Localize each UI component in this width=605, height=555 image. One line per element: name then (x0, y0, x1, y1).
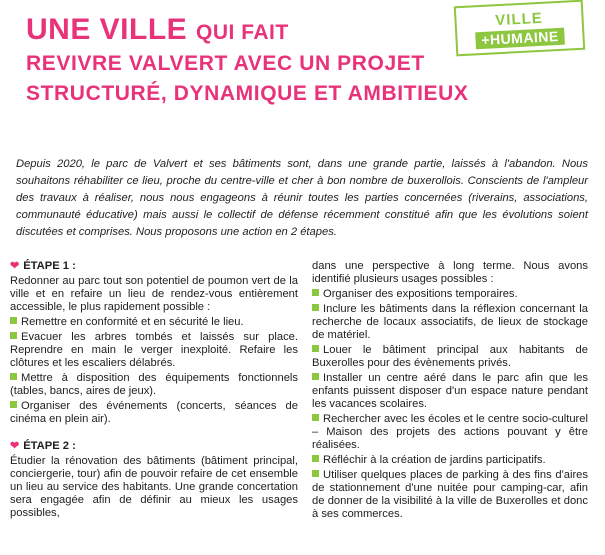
list-item (312, 288, 588, 301)
list-item (312, 413, 588, 452)
right-column (312, 260, 588, 523)
list-item (10, 372, 298, 398)
list-item-text: Rechercher avec les écoles et le centre socio-culturel – Maison des projets des actions pouvant y être réalisées. (312, 413, 588, 451)
list-item-text: Utiliser quelques places de parking à des fins d'aires de stationnement d'une nuitée pour camping-car, afin de donner de la visibilité à la ville de Buxerolles et donc à ses commerces. (312, 469, 588, 520)
bullet-square-icon (312, 304, 319, 311)
list-item (10, 316, 298, 329)
bullet-square-icon (10, 317, 17, 324)
bullet-square-icon (10, 373, 17, 380)
etape-2-text: Étudier la rénovation des bâtiments (bâtiment principal, conciergerie, tour) afin de pouvoir refaire de cet ensemble un lieu au service des habitants. Une grande concertation sera engagée afin de définir au mieux les usages possibles, (10, 455, 298, 519)
intro-paragraph: Depuis 2020, le parc de Valvert et ses bâtiments sont, dans une grande partie, laissés à l'abandon. Nous souhaitons réhabiliter ce lieu, proche du centre-ville et cher à bon nombre de buxerollois. Conscients de l'ampleur des travaux à réaliser, nous nous engageons à réunir toutes les parties concernées (riverains, associations, communauté éducative) mais aussi le collectif de défense récemment constitué afin que les évolutions soient discutées et comprises. Nous proposons une action en 2 étapes. (16, 158, 588, 238)
list-item-text: Inclure les bâtiments dans la réflexion concernant la recherche de locaux associatifs, de lieux de stockage de matériel. (312, 303, 588, 341)
list-item (312, 469, 588, 521)
list-item (312, 344, 588, 370)
etape-2-heading (10, 440, 298, 453)
list-item-text: Réfléchir à la création de jardins participatifs. (323, 454, 546, 466)
bullet-square-icon (312, 455, 319, 462)
bullet-square-icon (312, 470, 319, 477)
badge-line-2: +HUMAINE (475, 28, 565, 50)
badge-line-1: VILLE (494, 9, 544, 30)
list-item-text: Louer le bâtiment principal aux habitants de Buxerolles pour des évènements privés. (312, 344, 588, 369)
bullet-square-icon (10, 401, 17, 408)
list-item-text: Installer un centre aéré dans le parc afin que les enfants puissent disposer d'un espace nature pendant les vacances scolaires. (312, 372, 588, 410)
list-item (10, 331, 298, 370)
list-item (312, 303, 588, 342)
heart-icon: ❤ (10, 260, 20, 272)
list-item (10, 400, 298, 426)
list-item-text: Organiser des expositions temporaires. (323, 288, 518, 300)
etape-1-heading-text: ÉTAPE 1 : (23, 260, 76, 272)
heart-icon: ❤ (10, 440, 20, 452)
list-item-text: Evacuer les arbres tombés et laissés sur place. Reprendre en main le verger inexploité. Refaire les clôtures et les escaliers délabrés. (10, 331, 298, 369)
bullet-square-icon (312, 289, 319, 296)
bullet-square-icon (312, 373, 319, 380)
etape-1-heading (10, 260, 298, 273)
bullet-square-icon (10, 332, 17, 339)
right-column-text: dans une perspective à long terme. Nous avons identifié plusieurs usages possibles : (312, 260, 588, 285)
ville-humaine-badge (454, 0, 585, 56)
title-line-2: REVIVRE VALVERT AVEC UN PROJET (26, 52, 425, 75)
list-item (312, 454, 588, 467)
list-item-text: Remettre en conformité et en sécurité le lieu. (21, 316, 244, 328)
list-item (312, 372, 588, 411)
etape-1-text: Redonner au parc tout son potentiel de poumon vert de la ville et en refaire un lieu de rendez-vous entièrement accessible, le plus rapidement possible : (10, 275, 298, 313)
list-item-text: Organiser des événements (concerts, séances de cinéma en plein air). (10, 400, 298, 425)
bullet-square-icon (312, 414, 319, 421)
title-line-1-small: QUI FAIT (196, 21, 289, 44)
left-column (10, 260, 298, 520)
list-item-text: Mettre à disposition des équipements fonctionnels (tables, bancs, aires de jeux). (10, 372, 298, 397)
title-line-3: STRUCTURÉ, DYNAMIQUE ET AMBITIEUX (26, 82, 469, 105)
etape-2-heading-text: ÉTAPE 2 : (23, 440, 76, 452)
title-line-1-big: UNE VILLE (26, 13, 188, 46)
bullet-square-icon (312, 345, 319, 352)
